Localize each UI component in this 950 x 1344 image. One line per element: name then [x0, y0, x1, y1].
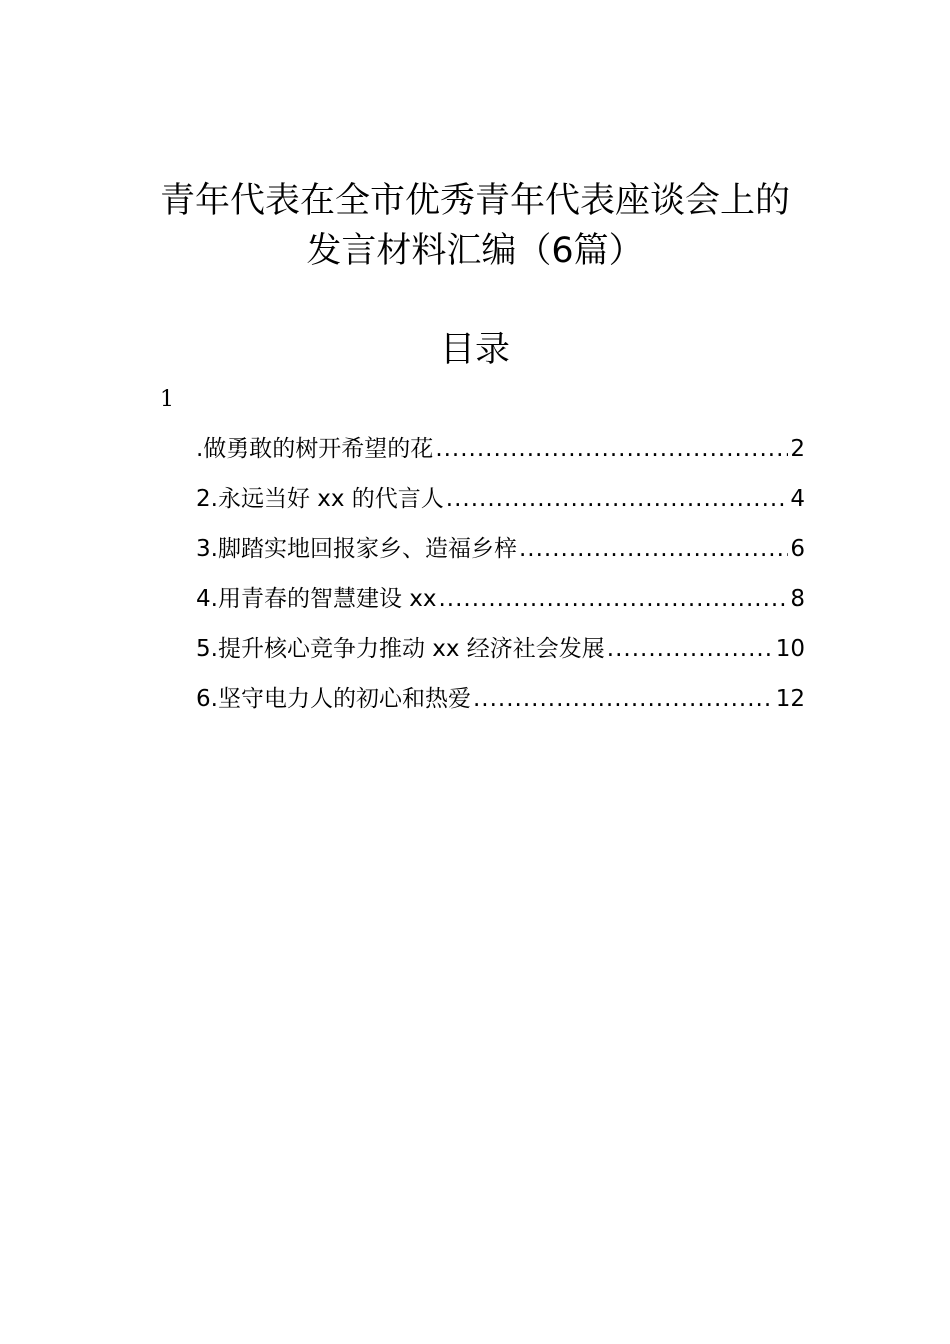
- document-title-line-2: 发言材料汇编（6篇）: [306, 231, 644, 271]
- toc-entry-3[interactable]: [196, 530, 805, 580]
- document-title: [100, 176, 850, 276]
- toc-entry-label: 2.永远当好 xx 的代言人: [196, 486, 444, 512]
- toc-dot-leader: [435, 430, 788, 468]
- toc-dot-leader: [473, 680, 774, 718]
- toc-dot-leader: [438, 580, 788, 618]
- toc-entry-label: 4.用青春的智慧建设 xx: [196, 586, 437, 612]
- toc-entry-6[interactable]: [196, 680, 805, 730]
- toc-entry-5[interactable]: [196, 630, 805, 680]
- toc-heading: 目录: [439, 330, 510, 370]
- toc-entry-4[interactable]: [196, 580, 805, 630]
- toc-entry-page: 2: [790, 436, 805, 462]
- toc-entry-label: .做勇敢的树开希望的花: [196, 436, 434, 462]
- toc-entry-page: 12: [775, 686, 805, 712]
- toc-entry-page: 4: [790, 486, 805, 512]
- toc-entry-label: 6.坚守电力人的初心和热爱: [196, 686, 471, 712]
- document-title-line-1: 青年代表在全市优秀青年代表座谈会上的: [159, 181, 790, 221]
- toc-entry-page: 10: [775, 636, 805, 662]
- table-of-contents: [196, 430, 805, 730]
- toc-dot-leader: [519, 530, 788, 568]
- toc-entry-label: 5.提升核心竞争力推动 xx 经济社会发展: [196, 636, 605, 662]
- toc-dot-leader: [446, 480, 789, 518]
- toc-entry-page: 6: [790, 536, 805, 562]
- toc-entry-1[interactable]: [196, 430, 805, 480]
- toc-entry-page: 8: [790, 586, 805, 612]
- toc-entry-2[interactable]: [196, 480, 805, 530]
- toc-dot-leader: [607, 630, 774, 668]
- stray-number: 1: [160, 387, 174, 412]
- toc-entry-label: 3.脚踏实地回报家乡、造福乡梓: [196, 536, 517, 562]
